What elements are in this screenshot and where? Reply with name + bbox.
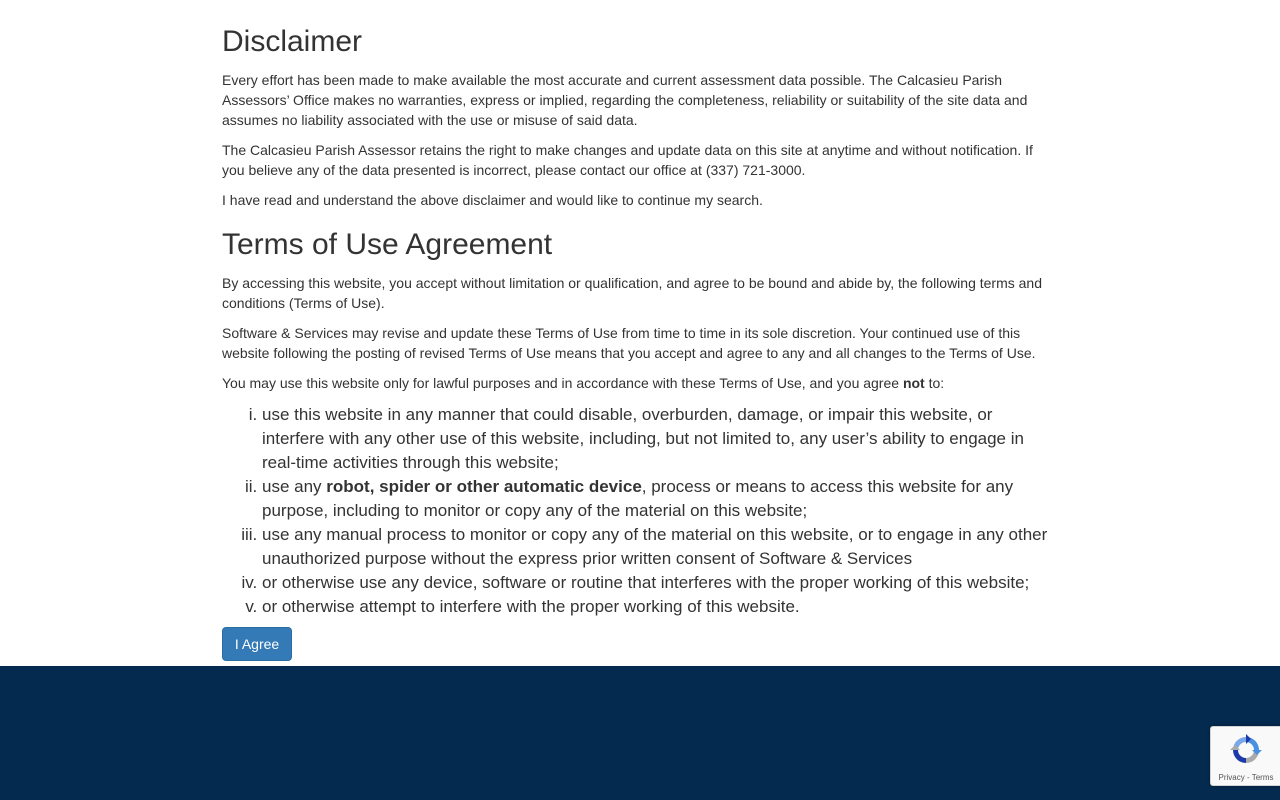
terms-item-2-start: use any: [262, 477, 327, 496]
terms-item-2-emphasis: robot, spider or other automatic device: [326, 477, 642, 496]
recaptcha-links: [1211, 773, 1280, 783]
terms-list-item: i. use this website in any manner that could disable, overburden, damage, or impair this website, or interfere with any other use of this website, including, but not limited to, any user’s ability to engage in real-time activities through this website;: [262, 403, 1058, 475]
terms-item-2-end: , process or means to access this website for any purpose, including to monitor or copy any of the material on this website;: [262, 477, 1014, 520]
agree-button[interactable]: I Agree: [222, 627, 292, 661]
terms-paragraph-3-start: You may use this website only for lawful purposes and in accordance with these Terms of Use, and you agree: [222, 375, 903, 391]
recaptcha-terms-link[interactable]: Terms: [1251, 773, 1274, 782]
recaptcha-icon: [1229, 733, 1263, 767]
disclaimer-paragraph-3: I have read and understand the above disclaimer and would like to continue my search.: [222, 192, 763, 208]
terms-list-item: iv. or otherwise use any device, software or routine that interferes with the proper working of this website;: [262, 571, 1058, 595]
terms-paragraph-1: By accessing this website, you accept without limitation or qualification, and agree to be bound and abide by, the following terms and conditions (Terms of Use).: [222, 275, 1043, 311]
recaptcha-badge[interactable]: [1210, 726, 1280, 786]
terms-heading: Terms of Use Agreement: [222, 228, 553, 261]
terms-list-item: [262, 475, 1058, 523]
footer: [0, 666, 1280, 800]
terms-list: [222, 403, 1058, 619]
disclaimer-section: [222, 25, 1058, 220]
recaptcha-separator: -: [1244, 773, 1252, 782]
disclaimer-paragraph-2: The Calcasieu Parish Assessor retains the right to make changes and update data on this site at anytime and without notification. If you believe any of the data presented is incorrect, please contact our office at (337) 721-3000.: [222, 142, 1033, 178]
terms-paragraph-3-end: to:: [924, 375, 945, 391]
recaptcha-privacy-link[interactable]: Privacy: [1218, 773, 1245, 782]
terms-paragraph-2: Software & Services may revise and update these Terms of Use from time to time in its sole discretion. Your continued use of this website following the posting of revised Terms of Use means that you accept and agree to any and all changes to the Terms of Use.: [222, 325, 1036, 361]
terms-paragraph-3: [222, 373, 1058, 393]
terms-list-item: v. or otherwise attempt to interfere with the proper working of this website.: [262, 595, 1058, 619]
disclaimer-heading: Disclaimer: [222, 25, 363, 58]
terms-section: [222, 228, 1058, 619]
disclaimer-paragraph-1: Every effort has been made to make available the most accurate and current assessment data possible. The Calcasieu Parish Assessors’ Office makes no warranties, express or implied, regarding the completeness, reliability or suitability of the site data and assumes no liability associated with the use or misuse of said data.: [222, 72, 1028, 128]
terms-paragraph-3-emphasis: not: [902, 375, 925, 391]
terms-list-item: iii. use any manual process to monitor or copy any of the material on this website, or to engage in any other unauthorized purpose without the express prior written consent of Software & Services: [262, 523, 1058, 571]
